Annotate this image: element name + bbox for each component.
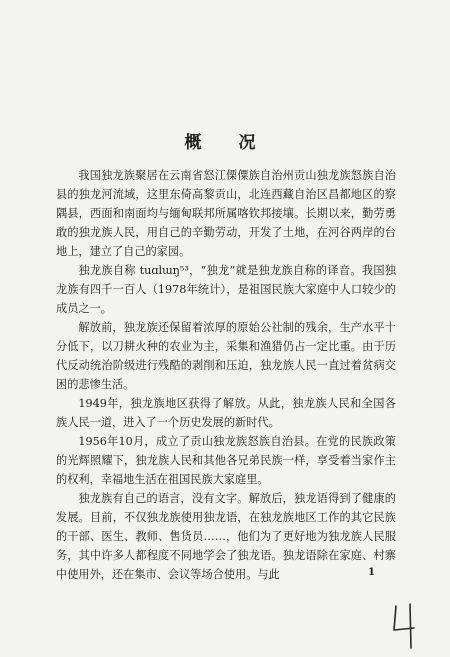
paragraph-6: 独龙族有自己的语言，没有文字。解放后，独龙语得到了健康的发展。目前，不仅独龙族使用独龙语，在独龙族地区工作的其它民族的干部、医生、教师、售货员……，他们为了更好地为独龙族人民服务，其中许多人都程度不同地学会了独龙语。独龙语除在家庭、村寨中使用外，还在集市、会议等场合使用。与此 <box>56 492 396 581</box>
paragraph-1: 我国独龙族聚居在云南省怒江傈僳族自治州贡山独龙族怒族自治县的独龙河流域，这里东倚高黎贡山，北连西藏自治区昌都地区的察隅县，西面和南面均与缅甸联邦所属喀钦邦接壤。长期以来，勤劳勇敢的独龙族人民，用自己的辛勤劳动，开发了土地，在河谷两岸的台地上，建立了自己的家园。 <box>56 169 396 258</box>
handwritten-mark <box>390 600 420 650</box>
page-title: 概 况 <box>184 133 266 153</box>
body-text <box>56 166 396 584</box>
paragraph-2: 独龙族自称 tuɑlɯŋ⁵³，“独龙”就是独龙族自称的译音。我国独龙族有四千一百人（1978年统计），是祖国民族大家庭中人口较少的成员之一。 <box>56 264 396 315</box>
paragraph-4: 1949年，独龙族地区获得了解放。从此，独龙族人民和全国各族人民一道，进入了一个历史发展的新时代。 <box>56 397 396 429</box>
paragraph-3: 解放前，独龙族还保留着浓厚的原始公社制的残余，生产水平十分低下，以刀耕火种的农业为主，采集和渔猎仍占一定比重。由于历代反动统治阶级进行残酷的剥削和压迫，独龙族人民一直过着贫病交困的悲惨生活。 <box>56 321 396 391</box>
paragraph-5: 1956年10月，成立了贡山独龙族怒族自治县。在党的民族政策的光辉照耀下，独龙族人民和其他各兄弟民族一样，享受着当家作主的权利，幸福地生活在祖国民族大家庭里。 <box>56 435 396 486</box>
page-number: 1 <box>368 567 375 578</box>
